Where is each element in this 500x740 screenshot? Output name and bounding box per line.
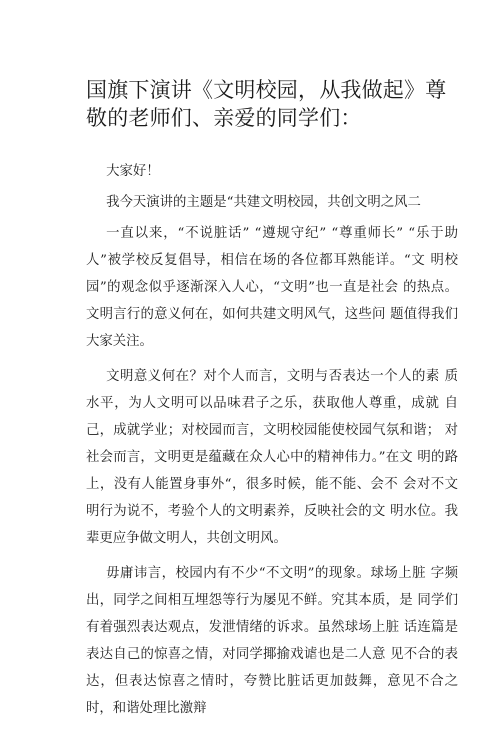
document-title: 国旗下演讲《文明校园，从我做起》尊敬的老师们、亲爱的同学们： — [86, 78, 447, 130]
paragraph-meaning: 文明意义何在？对个人而言，文明与否表达一个人的素 质水平，为人文明可以品味君子之乐，获取他人尊重，成就 自己，成就学业；对校园而言，文明校园能使校园气氛和谐； 对社会而言，文明更是蕴藏在众人心中的精神伟力。”在文 明的路上，没有人能置身事外“，很多时候，能不能、会不 会对不文明行为说不，考验个人的文明素养，反映社会的文 明水位。我辈更应争做文明人，共创文明风。 — [86, 369, 458, 546]
paragraph-theme: 我今天演讲的主题是“共建文明校园，共创文明之风二 — [106, 195, 421, 210]
paragraph-phenomena: 毋庸讳言，校园内有不少“不文明”的现象。球场上脏 字频出，同学之间相互埋怨等行为屡见不鲜。究其本质，是 同学们有着强烈表达观点，发泄情绪的诉求。虽然球场上脏 话连篇是表达自己的惊喜之情，对同学揶揄戏谑也是二人意 见不合的表达，但表达惊喜之情时，夸赞比脏话更加鼓舞，意见不合之时，和谐处理比激辩 — [86, 566, 458, 716]
document-body — [86, 158, 458, 730]
paragraph-greeting: 大家好！ — [106, 164, 160, 179]
paragraph-intro: 一直以来，“不说脏话” “遵规守纪” “尊重师长” “乐于助人”被学校反复倡导，相信在场的各位都耳熟能详。“文 明校园”的观念似乎逐渐深入人心，“文明”也一直是社会 的热点。文明言行的意义何在，如何共建文明风气，这些问 题值得我们大家关注。 — [86, 226, 458, 349]
